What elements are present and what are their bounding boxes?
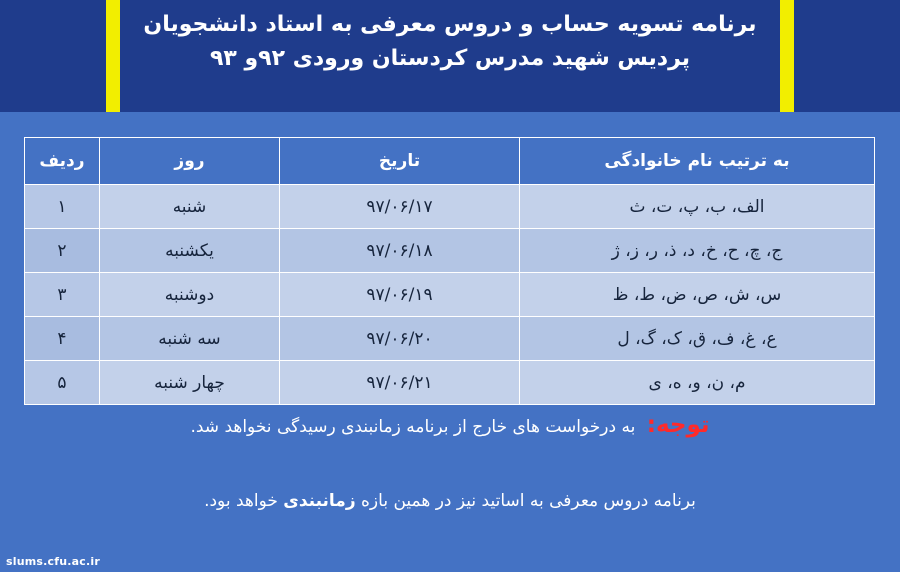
cell-family-name: م، ن، و، ه، ی — [520, 361, 875, 405]
page-title-line2: پردیس شهید مدرس کردستان ورودی ۹۲و ۹۳ — [209, 46, 691, 72]
cell-family-name: ع، غ، ف، ق، ک، گ، ل — [520, 317, 875, 361]
schedule-table-wrapper — [25, 137, 875, 405]
cell-day: شنبه — [100, 185, 280, 229]
cell-day: دوشنبه — [100, 273, 280, 317]
cell-row-number: ۱ — [25, 185, 100, 229]
cell-row-number: ۳ — [25, 273, 100, 317]
cell-family-name: الف، ب، پ، ت، ث — [520, 185, 875, 229]
footer-site-url: slums.cfu.ac.ir — [6, 555, 100, 568]
cell-date: ۹۷/۰۶/۱۷ — [280, 185, 520, 229]
accent-bar-left — [106, 0, 120, 112]
note-attention — [40, 405, 860, 446]
table-row — [25, 361, 875, 405]
cell-date: ۹۷/۰۶/۱۹ — [280, 273, 520, 317]
table-row — [25, 185, 875, 229]
note-secondary-emphasis: زمانبندی — [283, 491, 356, 512]
column-header-row-number: ردیف — [25, 138, 100, 185]
column-header-date: تاریخ — [280, 138, 520, 185]
header-banner — [0, 0, 900, 112]
table-row — [25, 273, 875, 317]
cell-day: یکشنبه — [100, 229, 280, 273]
page-title-line1: برنامه تسویه حساب و دروس معرفی به استاد دانشجویان — [143, 12, 757, 37]
accent-bar-right — [780, 0, 794, 112]
table-header-row — [25, 138, 875, 185]
schedule-table — [24, 137, 875, 405]
note-secondary-text-before: برنامه دروس معرفی به اساتید نیز در همین بازه — [355, 491, 696, 512]
cell-date: ۹۷/۰۶/۱۸ — [280, 229, 520, 273]
cell-day: چهار شنبه — [100, 361, 280, 405]
cell-day: سه شنبه — [100, 317, 280, 361]
cell-family-name: س، ش، ص، ض، ط، ظ — [520, 273, 875, 317]
cell-date: ۹۷/۰۶/۲۰ — [280, 317, 520, 361]
cell-date: ۹۷/۰۶/۲۱ — [280, 361, 520, 405]
column-header-day: روز — [100, 138, 280, 185]
note-label: توجه: — [646, 412, 710, 438]
cell-family-name: ج، چ، ح، خ، د، ذ، ر، ز، ژ — [520, 229, 875, 273]
note-secondary — [40, 486, 860, 517]
cell-row-number: ۵ — [25, 361, 100, 405]
notes-section — [40, 405, 860, 517]
cell-row-number: ۲ — [25, 229, 100, 273]
note-secondary-text-after: خواهد بود. — [204, 491, 278, 512]
note-attention-text: به درخواست های خارج از برنامه زمانبندی رسیدگی نخواهد شد. — [190, 417, 636, 437]
column-header-family-name: به ترتیب نام خانوادگی — [520, 138, 875, 185]
table-row — [25, 317, 875, 361]
cell-row-number: ۴ — [25, 317, 100, 361]
table-row — [25, 229, 875, 273]
page-title — [130, 8, 770, 76]
